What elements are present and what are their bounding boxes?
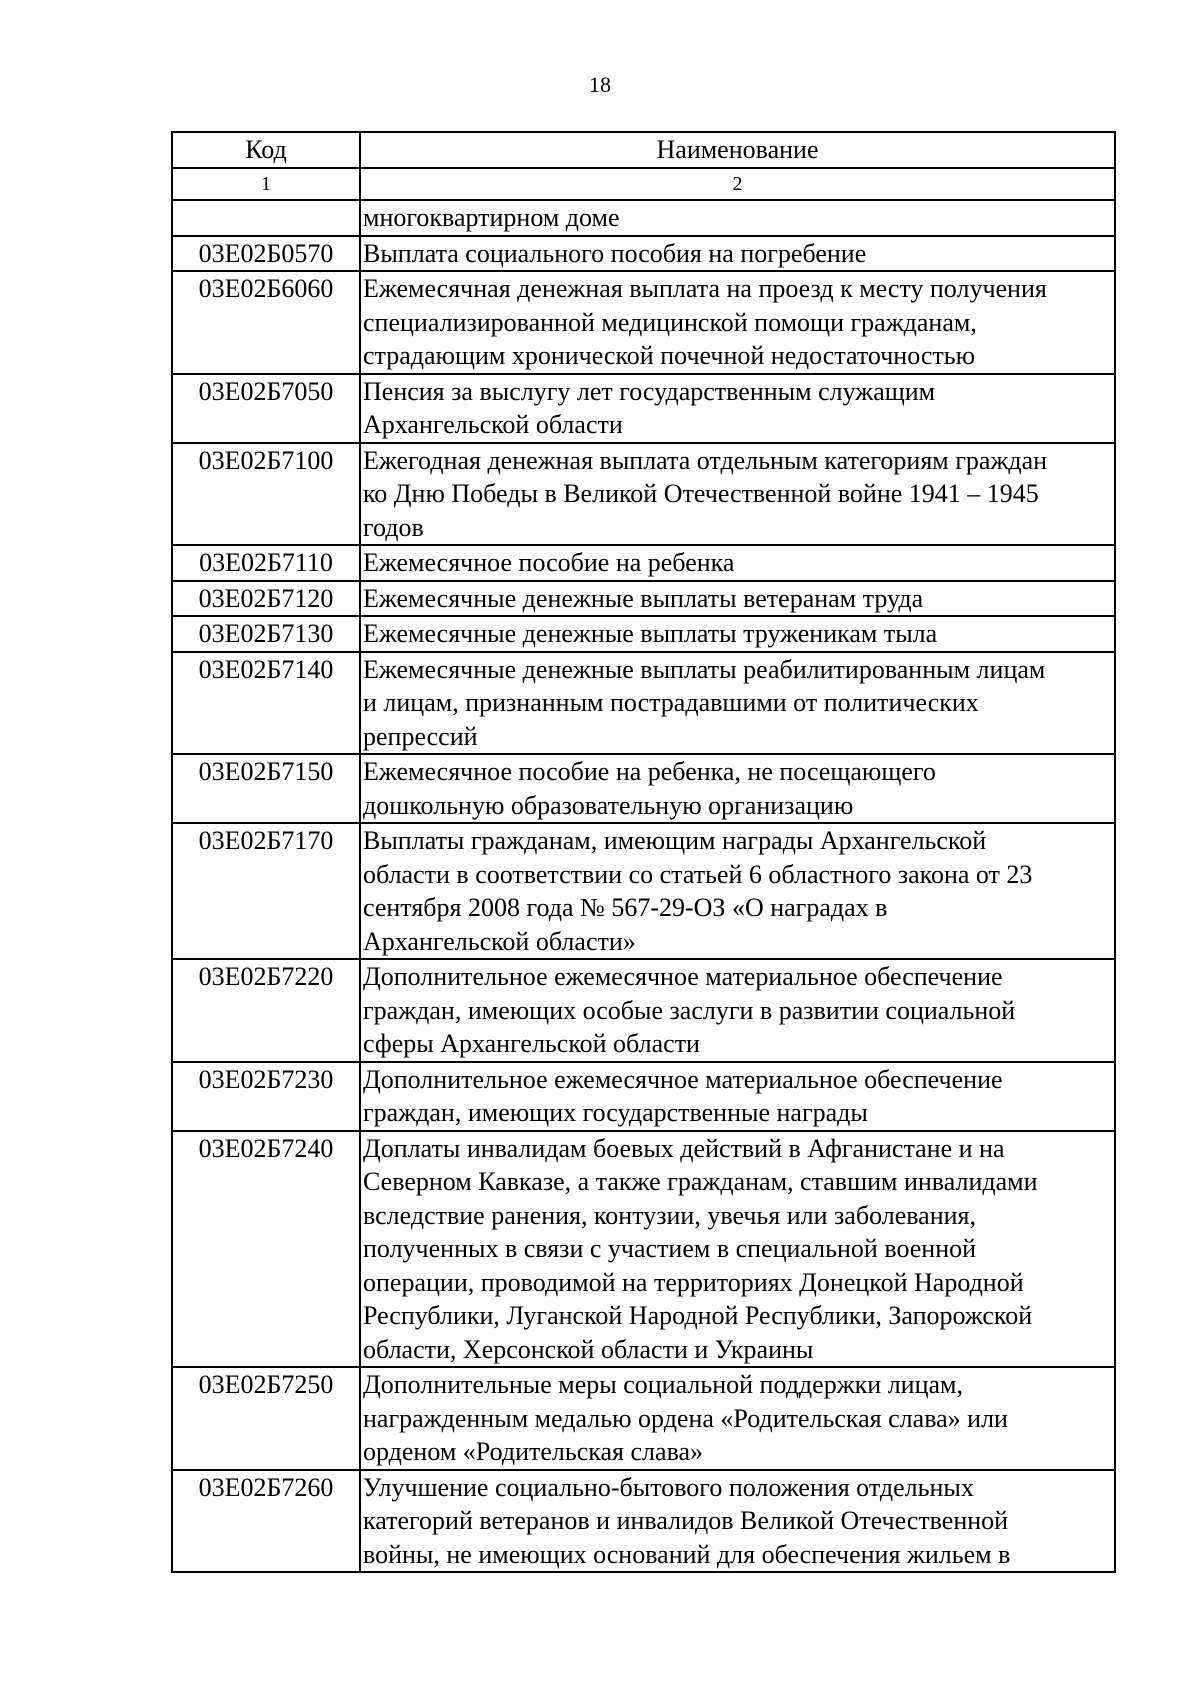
row-code: 03Е02Б7240 (172, 1131, 360, 1368)
row-name-line: войны, не имеющих оснований для обеспечения жильем в (363, 1539, 1011, 1569)
row-name-line: операции, проводимой на территориях Донецкой Народной (363, 1267, 1024, 1297)
table-row (172, 271, 1115, 374)
row-name-line: годов (363, 512, 424, 542)
row-code: 03Е02Б7050 (172, 374, 360, 443)
page-number: 18 (589, 72, 611, 97)
table-row (172, 1367, 1115, 1470)
row-code: 03Е02Б7110 (172, 545, 360, 581)
column-number-name: 2 (360, 168, 1115, 200)
row-name-line: полученных в связи с участием в специальной военной (363, 1234, 977, 1263)
table-row (172, 236, 1115, 272)
row-name-line: Архангельской области» (363, 926, 636, 956)
column-number-code: 1 (172, 168, 360, 200)
row-code: 03Е02Б7120 (172, 581, 360, 617)
row-name-line: области, Херсонской области и Украины (363, 1334, 814, 1364)
row-name-line: орденом «Родительская слава» (363, 1437, 704, 1466)
row-code: 03Е02Б7250 (172, 1367, 360, 1470)
row-name-line: области в соответствии со статьей 6 областного закона от 23 (363, 859, 1033, 889)
row-name-line: Ежемесячное пособие на ребенка (363, 548, 735, 577)
table-row (172, 616, 1115, 652)
table-row (172, 374, 1115, 443)
table-row (172, 652, 1115, 755)
row-name-line: граждан, имеющих особые заслуги в развитии социальной (363, 995, 1016, 1025)
column-number-row (172, 168, 1115, 200)
table-body (172, 200, 1115, 1572)
row-name-line: и лицам, признанным пострадавшими от политических (363, 688, 979, 717)
table-row (172, 545, 1115, 581)
row-name-line: Республики, Луганской Народной Республики, Запорожской (363, 1301, 1033, 1330)
row-name-line: Ежемесячные денежные выплаты ветеранам труда (363, 583, 924, 613)
row-name-line: специализированной медицинской помощи гражданам, (363, 307, 977, 337)
table-header-row (172, 132, 1115, 168)
table-row (172, 754, 1115, 823)
row-name-line: ко Дню Победы в Великой Отечественной войне 1941 – 1945 (363, 479, 1039, 508)
row-name (360, 959, 1115, 1062)
row-code: 03Е02Б7260 (172, 1470, 360, 1573)
row-name-line: Пенсия за выслугу лет государственным служащим (363, 376, 936, 406)
row-name-line: репрессий (363, 721, 478, 751)
row-name-line: Ежемесячная денежная выплата на проезд к месту получения (363, 274, 1047, 303)
row-name-line: категорий ветеранов и инвалидов Великой Отечественной (363, 1506, 1009, 1535)
table-row (172, 823, 1115, 959)
row-name-line: многоквартирном доме (363, 203, 620, 232)
row-name (360, 652, 1115, 755)
row-name-line: Выплаты гражданам, имеющим награды Архангельской (363, 826, 987, 855)
row-name-line: сферы Архангельской области (363, 1029, 700, 1058)
row-name (360, 1062, 1115, 1131)
row-code: 03Е02Б7170 (172, 823, 360, 959)
header-name: Наименование (360, 132, 1115, 168)
row-name-line: награжденным медалью ордена «Родительская слава» или (363, 1403, 1008, 1433)
row-code: 03Е02Б7230 (172, 1062, 360, 1131)
row-name-line: вследствие ранения, контузии, увечья или заболевания, (363, 1200, 977, 1230)
row-name-line: Выплата социального пособия на погребение (363, 238, 867, 268)
row-name (360, 200, 1115, 236)
row-name (360, 581, 1115, 617)
header-code: Код (172, 132, 360, 168)
row-code: 03Е02Б0570 (172, 236, 360, 272)
row-name-line: Архангельской области (363, 410, 623, 439)
row-name-line: страдающим хронической почечной недостаточностью (363, 341, 976, 370)
row-name-line: Дополнительные меры социальной поддержки лицам, (363, 1370, 963, 1399)
row-name (360, 754, 1115, 823)
budget-code-table (171, 131, 1116, 1573)
row-name-line: Ежемесячные денежные выплаты труженикам тыла (363, 619, 938, 648)
row-name (360, 1470, 1115, 1573)
row-name-line: Ежемесячные денежные выплаты реабилитированным лицам (363, 654, 1046, 684)
row-name-line: Доплаты инвалидам боевых действий в Афганистане и на (363, 1133, 1005, 1163)
row-name (360, 1367, 1115, 1470)
row-code (172, 200, 360, 236)
row-name (360, 374, 1115, 443)
table-row (172, 581, 1115, 617)
row-name-line: Северном Кавказе, а также гражданам, ставшим инвалидами (363, 1167, 1038, 1196)
table-row (172, 959, 1115, 1062)
row-name (360, 823, 1115, 959)
row-code: 03Е02Б7140 (172, 652, 360, 755)
row-name (360, 236, 1115, 272)
row-name-line: Дополнительное ежемесячное материальное обеспечение (363, 962, 1003, 991)
row-name (360, 545, 1115, 581)
row-code: 03Е02Б6060 (172, 271, 360, 374)
row-name-line: Ежемесячное пособие на ребенка, не посещающего (363, 757, 936, 786)
row-code: 03Е02Б7100 (172, 443, 360, 546)
row-name-line: сентября 2008 года № 567-29-ОЗ «О наградах в (363, 893, 888, 922)
table-row (172, 1470, 1115, 1573)
row-name (360, 271, 1115, 374)
row-name (360, 1131, 1115, 1368)
row-name-line: Улучшение социально-бытового положения отдельных (363, 1472, 974, 1502)
table-row (172, 1131, 1115, 1368)
row-code: 03Е02Б7130 (172, 616, 360, 652)
row-code: 03Е02Б7220 (172, 959, 360, 1062)
row-name (360, 443, 1115, 546)
row-name-line: граждан, имеющих государственные награды (363, 1098, 868, 1127)
row-name-line: дошкольную образовательную организацию (363, 790, 854, 820)
row-name-line: Ежегодная денежная выплата отдельным категориям граждан (363, 445, 1048, 475)
row-code: 03Е02Б7150 (172, 754, 360, 823)
table-row (172, 443, 1115, 546)
row-name-line: Дополнительное ежемесячное материальное обеспечение (363, 1064, 1003, 1094)
table-row (172, 200, 1115, 236)
table-row (172, 1062, 1115, 1131)
row-name (360, 616, 1115, 652)
